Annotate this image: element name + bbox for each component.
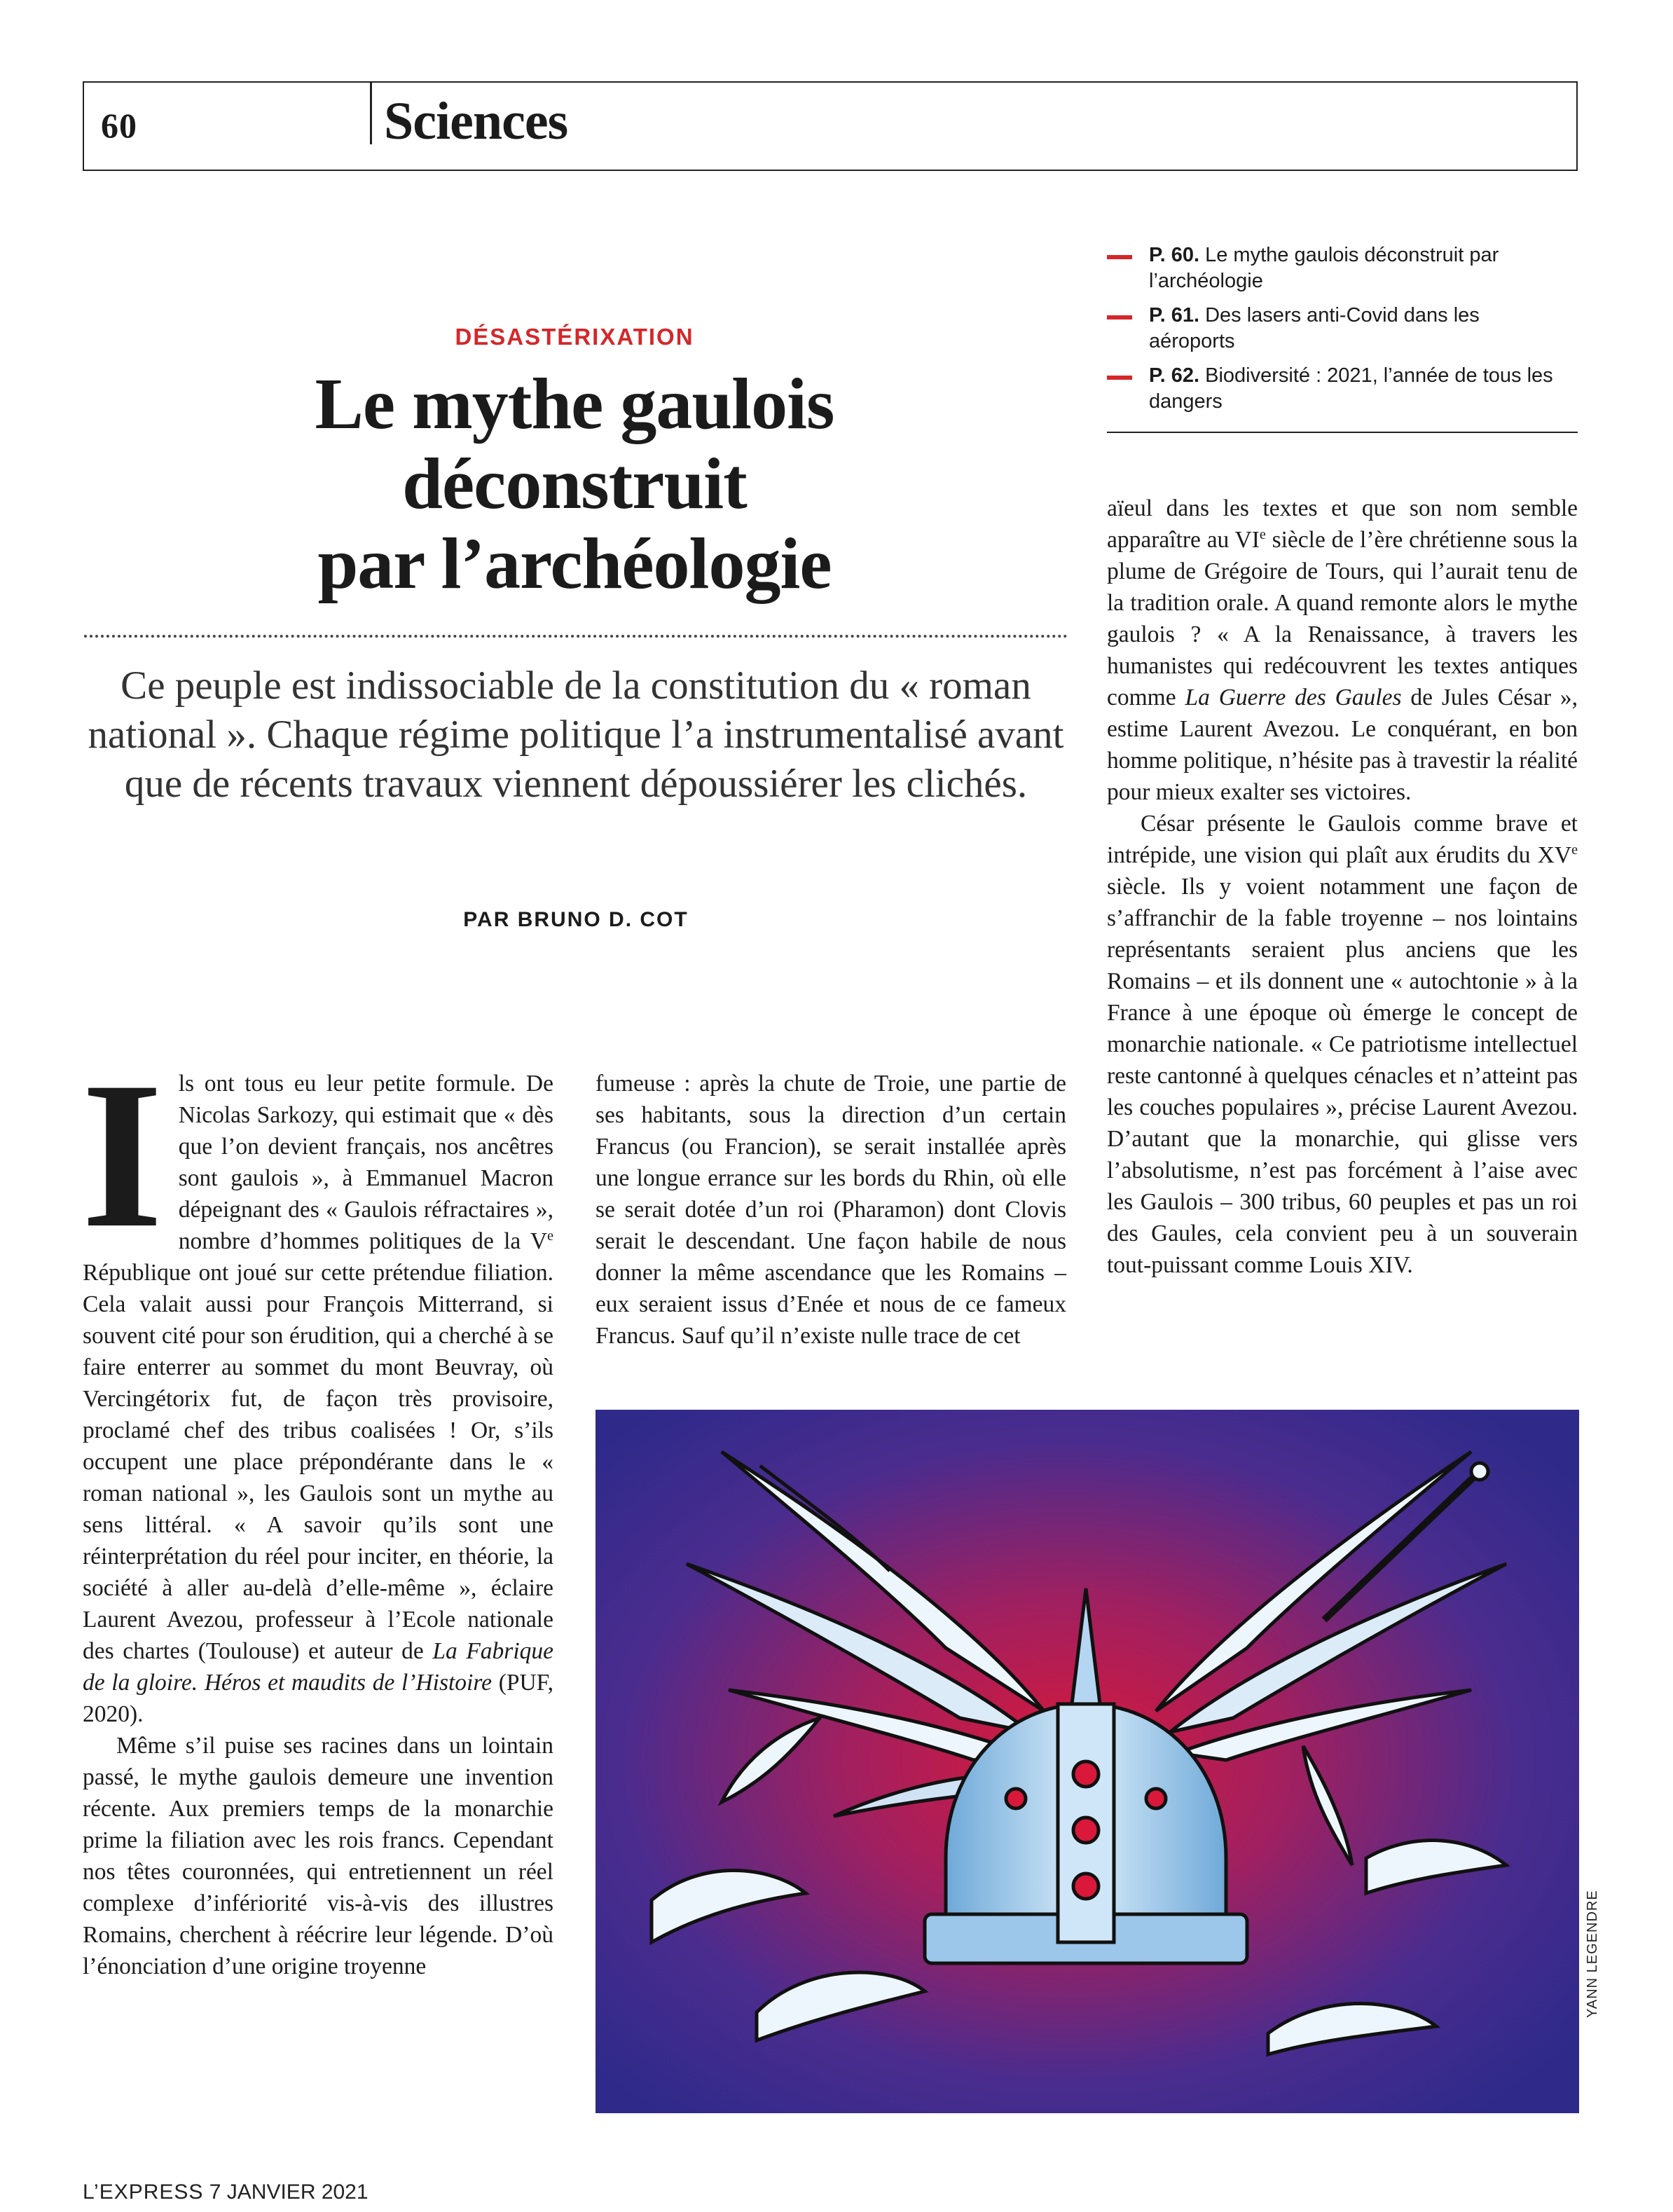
article-column-1	[81, 1038, 553, 1982]
headline	[84, 364, 1065, 604]
book-title: La Guerre des Gaules	[1185, 685, 1402, 710]
winged-helmet-illustration	[595, 1410, 1579, 2113]
teaser-ref: P. 62.	[1149, 364, 1200, 387]
issue-date: 7 JANVIER 2021	[209, 2180, 369, 2204]
text-run: ls ont tous eu leur petite formule. De Nicolas Sarkozy, qui estimait que « dès que l’on devient français, nos ancêtres sont gaulois », à Emmanuel Macron dépeignant des « Gaulois réfractaires », nombre d’hommes politiques de la V	[178, 1071, 553, 1254]
superscript: e	[1259, 526, 1266, 542]
paragraph	[1107, 493, 1578, 808]
teaser-item[interactable]	[1107, 242, 1555, 296]
headline-line: Le mythe gaulois	[315, 364, 834, 444]
text-run: siècle. Ils y voient notamment une façon de s’affranchir de la fable troyenne – nos lointains représentants seraient plus anciens que les Romains – et ils donnent une « autochtonie » à la France à une époque où émerge le concept de monarchie nationale. « Ce patriotisme intellectuel reste cantonné à quelques cénacles et n’atteint pas les couches populaires », précise Laurent Avezou. D’autant que la monarchie, qui glisse vers l’absolutisme, n’est pas forcément à l’aise avec les Gaulois – 300 tribus, 60 peuples et pas un roi des Gaules, cela convient peu à un souverain tout-puissant comme Louis XIV.	[1107, 874, 1578, 1278]
headline-line: déconstruit	[402, 444, 747, 524]
book-title: La Fabrique de la gloire. Héros et maudits de l’Histoire	[83, 1638, 553, 1696]
superscript: e	[1571, 841, 1578, 858]
superscript: e	[547, 1228, 553, 1244]
teaser-rule	[1107, 432, 1578, 433]
teaser-item[interactable]	[1107, 363, 1555, 416]
text-run: de Jules César », estime Laurent Avezou. Le conquérant, en bon homme politique, n’hésite pas à travestir la réalité pour mieux exalter ses victoires.	[1107, 685, 1578, 805]
teaser-ref: P. 61.	[1149, 304, 1200, 327]
illustration-credit: YANN LEGENDRE	[1585, 1890, 1600, 2018]
paragraph: fumeuse : après la chute de Troie, une partie de ses habitants, sous la direction d’un certain Francus (ou Francion), se serait installée après une longue errance sur les bords du Rhin, où elle se serait dotée d’un roi (Pharamon) dont Clovis serait le descendant. Une façon habile de nous donner la même ascendance que les Romains – eux seraient issus d’Enée et nous de ce fameux Francus. Sauf qu’il n’existe nulle trace de cet	[595, 1071, 1066, 1349]
standfirst: Ce peuple est indissociable de la constitution du « roman national ». Chaque régime politique l’a instrumentalisé avant que de récents travaux viennent dépoussiérer les clichés.	[88, 664, 1064, 806]
header-divider	[370, 81, 372, 144]
paragraph: Même s’il puise ses racines dans un lointain passé, le mythe gaulois demeure une invention récente. Aux premiers temps de la monarchie prime la filiation avec les rois francs. Cependant nos têtes couronnées, qui entretiennent un réel complexe d’infériorité vis-à-vis des illustres Romains, cherchent à réécrire leur légende. D’où l’énonciation d’une origine troyenne	[83, 1733, 553, 1979]
text-run: République ont joué sur cette prétendue filiation. Cela valait aussi pour François Mitterrand, si souvent cité pour son érudition, qui a cherché à se faire enterrer au sommet du mont Beuvray, où Vercingétorix fut, de façon très provisoire, proclamé chef des tribus coalisées ! Or, s’ils occupent une place prépondérante dans le « roman national », les Gaulois sont un mythe au sens littéral. « A savoir qu’ils sont une réinterprétation du réel pour inciter, en théorie, la société à aller au-delà d’elle-même », éclaire Laurent Avezou, professeur à l’Ecole nationale des chartes (Toulouse) et auteur de	[83, 1260, 553, 1664]
text-run: siècle de l’ère chrétienne sous la plume de Grégoire de Tours, qui l’aurait tenu de la tradition orale. A quand remonte alors le mythe gaulois ? « A la Renaissance, à travers les humanistes qui redécouvrent les textes antiques comme	[1107, 527, 1578, 710]
paragraph	[1107, 808, 1578, 1281]
header-box	[83, 81, 1578, 171]
dotted-rule	[84, 635, 1068, 638]
teaser-text: Des lasers anti-Covid dans les aéroports	[1149, 304, 1480, 352]
teaser-dash	[1107, 315, 1132, 320]
text-run: (PUF, 2020).	[83, 1670, 553, 1727]
teaser-ref: P. 60.	[1149, 244, 1200, 266]
article-column-2	[595, 1068, 1066, 1352]
text-run: aïeul dans les textes et que son nom semble apparaître au VI	[1107, 495, 1578, 553]
text-run: César présente le Gaulois comme brave et intrépide, une vision qui plaît aux érudits du XV	[1107, 811, 1578, 868]
teaser-text: Biodiversité : 2021, l’année de tous les dangers	[1149, 364, 1553, 413]
paragraph	[81, 1038, 553, 1730]
teaser-dash	[1107, 376, 1132, 380]
footer	[83, 2180, 369, 2204]
byline: PAR BRUNO D. COT	[463, 908, 689, 931]
teaser-text: Le mythe gaulois déconstruit par l’archéologie	[1149, 244, 1499, 292]
magazine-name: L’EXPRESS	[83, 2180, 204, 2204]
page-number: 60	[101, 106, 137, 145]
headline-line: par l’archéologie	[317, 523, 832, 604]
article-column-3	[1107, 493, 1578, 1281]
section-title: Sciences	[384, 92, 568, 151]
kicker: DÉSASTÉRIXATION	[455, 324, 694, 350]
drop-cap: I	[81, 1038, 163, 1271]
teaser-dash	[1107, 255, 1132, 259]
teaser-item[interactable]	[1107, 303, 1555, 356]
